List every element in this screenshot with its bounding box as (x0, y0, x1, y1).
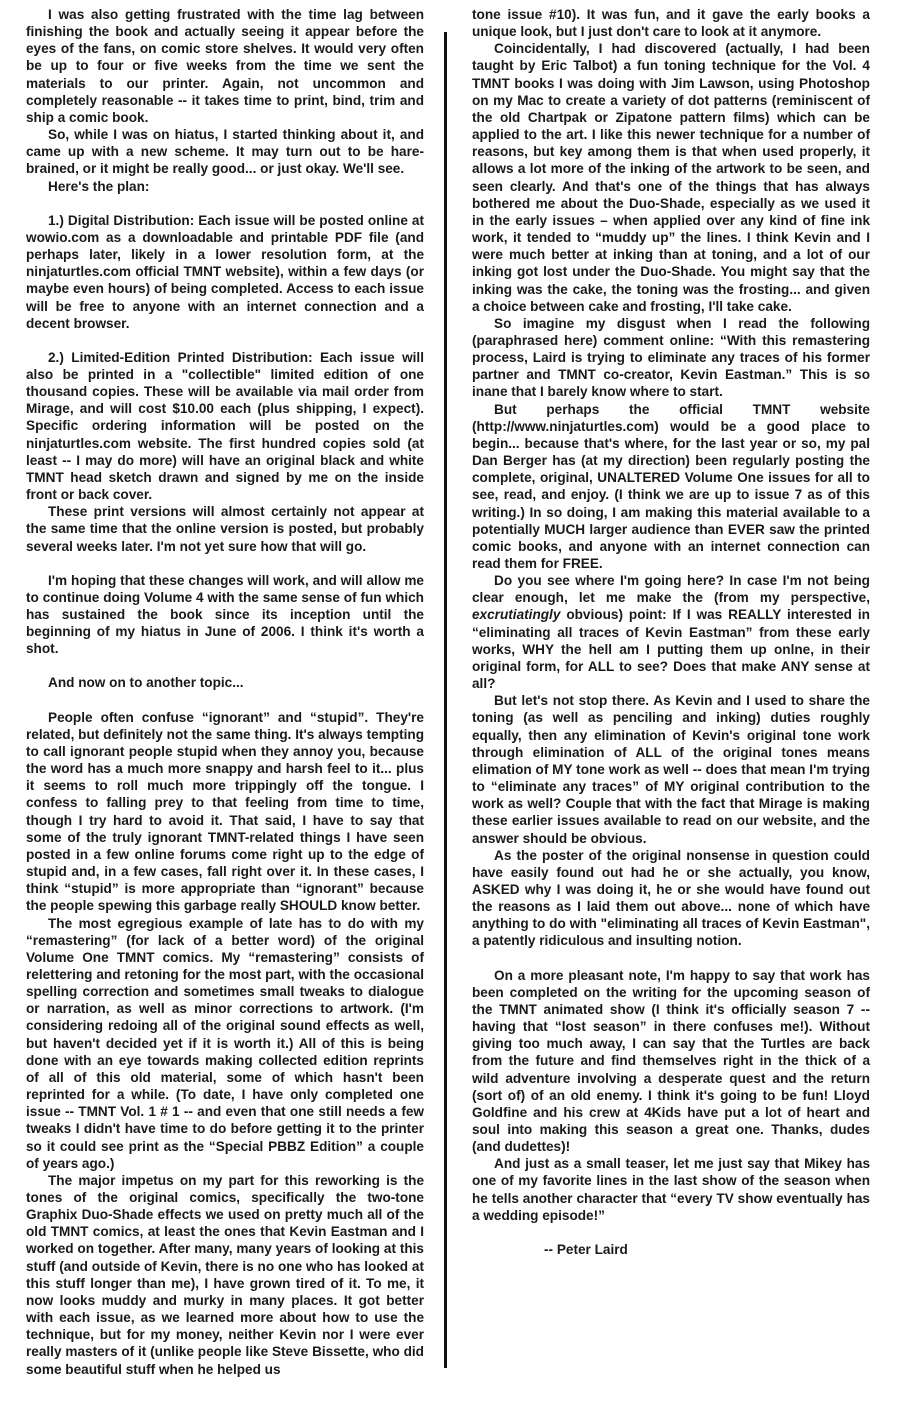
paragraph: So imagine my disgust when I read the following (paraphrased here) comment online: “With this remastering process, Laird is trying to eliminate any traces of his former partner and TMNT co-creator, Kevin Eastman.” This is so inane that I barely know where to start. (472, 315, 870, 400)
paragraph: People often confuse “ignorant” and “stupid”. They're related, but definitely not the same thing. It's always tempting to call ignorant people stupid when they annoy you, because the word has a much more snappy and harsh feel to it... plus it seems to roll much more trippingly off the tongue. I confess to falling prey to that feeling from time to time, though I try hard to avoid it. That said, I have to say that some of the truly ignorant TMNT-related things I have seen posted in a few online forums come right up to the edge of stupid and, in a few cases, fall right over it. In these cases, I think “stupid” is more appropriate than “ignorant” because the people spewing this garbage really SHOULD know better. (26, 709, 424, 914)
paragraph: But perhaps the official TMNT website (http://www.ninjaturtles.com) would be a good place to begin... because that's where, for the last year or so, my pal Dan Berger has (at my direction) been regularly posting the complete, original, UNALTERED Volume One issues for all to see, read, and enjoy. (I think we are up to issue 7 as of this writing.) In so doing, I am making this material available to a potentially MUCH larger audience than EVER saw the printed comic books, and anyone with an internet connection can read them for FREE. (472, 401, 870, 571)
paragraph: So, while I was on hiatus, I started thinking about it, and came up with a new scheme. It may turn out to be hare-brained, or it might be really good... or just okay. We'll see. (26, 127, 424, 177)
paragraph: The major impetus on my part for this reworking is the tones of the original comics, specifically the two-tone Graphix Duo-Shade effects we used on pretty much all of the old TMNT comics, at least the ones that Kevin Eastman and I worked on together. After many, many years of looking at this stuff (and outside of Kevin, there is no one who has looked at this stuff longer than me), I have grown tired of it. To me, it now looks muddy and murky in many places. It got better with each issue, as we learned more about how to use the technique, but for my money, neither Kevin nor I were ever really masters of it (unlike people like Steve Bissette, who did some beautiful stuff when he helped us (26, 1172, 424, 1377)
paragraph: I'm hoping that these changes will work, and will allow me to continue doing Volume 4 with the same sense of fun which has sustained the book since its inception until the beginning of my hiatus in June of 2006. I think it's worth a shot. (26, 572, 424, 657)
paragraph: The most egregious example of late has to do with my “remastering” (for lack of a better word) of the original Volume One TMNT comics. My “remastering” consists of relettering and retoning for the most part, with the occasional spelling correction and sometimes small tweaks to dialogue or narration, as well as minor corrections to artwork. (I'm considering redoing all of the original sound effects as well, but haven't decided yet if it is worth it.) All of this is being done with an eye towards making collected edition reprints of all of this old material, some of which hasn't been reprinted for a while. (To date, I have only completed one issue -- TMNT Vol. 1 # 1 -- and even that one still needs a few tweaks I didn't have time to do before getting it to the printer so it could see print as the “Special PBBZ Edition” a couple of years ago.) (26, 915, 424, 1171)
left-column (26, 6, 424, 1378)
paragraph: These print versions will almost certainly not appear at the same time that the online version is posted, but probably several weeks later. I'm not yet sure how that will go. (26, 504, 424, 554)
paragraph: And just as a small teaser, let me just say that Mikey has one of my favorite lines in the last show of the season when he tells another character that “every TV show eventually has a wedding episode!” (472, 1156, 870, 1223)
paragraph: I was also getting frustrated with the time lag between finishing the book and actually seeing it appear before the eyes of the fans, on comic store shelves. It would very often be up to four or five weeks from the time we sent the materials to our printer. Again, not uncommon and completely reasonable -- it takes time to print, bind, trim and ship a comic book. (26, 7, 424, 125)
column-divider (444, 32, 447, 1368)
paragraph-printed-distribution: 2.) Limited-Edition Printed Distribution: Each issue will also be printed in a "collectible" limited edition of one thousand copies. These will be available via mail order from Mirage, and will cost $10.00 each (plus shipping, I expect). Specific ordering information will be posted on the ninjaturtles.com website. The first hundred copies sold (at least -- I may do more) will have an original black and white TMNT head sketch drawn and signed by me on the inside front or back cover. (26, 349, 424, 503)
paragraph-continued: tone issue #10). It was fun, and it gave the early books a unique look, but I just don't care to look at it anymore. (472, 7, 870, 40)
signature: -- Peter Laird (544, 1241, 628, 1257)
paragraph: But let's not stop there. As Kevin and I used to share the toning (as well as penciling and inking) duties roughly equally, then any elimination of Kevin's original tone work through elimination of ALL of the original tones means elimation of MY tone work as well -- does that mean I'm trying to “eliminate any traces” of MY original contribution to the work as well? Couple that with the fact that Mirage is making these earlier issues available to read on our website, and the answer should be obvious. (472, 693, 870, 846)
paragraph: Here's the plan: (48, 178, 150, 194)
text-run: Do you see where I'm going here? In case I'm not being clear enough, let me make the (from my perspective, (472, 573, 870, 606)
text-run: obvious) point: If I was REALLY interested in “eliminating all traces of Kevin Eastman” from these early works, WHY the hell am I putting them up onlne, in their original form, for ALL to see? Does that make ANY sense at all? (472, 607, 870, 692)
paragraph: On a more pleasant note, I'm happy to say that work has been completed on the writing for the upcoming season of the TMNT animated show (I think it's officially season 7 -- having that “lost season” in there confuses me!). Without giving too much away, I can say that the Turtles are back from the future and find themselves right in the thick of a wild adventure involving a desperate quest and the return (sort of) of an old enemy. I think it's going to be fun! Lloyd Goldfine and his crew at 4Kids have put a lot of heart and soul into making this season a great one. Thanks, dudes (and dudettes)! (472, 967, 870, 1155)
paragraph-topic-transition: And now on to another topic... (48, 675, 244, 691)
emphasis-text: excrutiatingly (472, 607, 561, 623)
paragraph: Coincidentally, I had discovered (actually, I had been taught by Eric Talbot) a fun toning technique for the Vol. 4 TMNT books I was doing with Jim Lawson, using Photoshop on my Mac to create a variety of dot patterns (reminiscent of the old Chartpak or Zipatone pattern films) which can be applied to the art. I like this newer technique for a number of reasons, but key among them is that when used properly, it allows a lot more of the inking of the artwork to be seen, and seen clearly. And that's one of the things that has always bothered me about the Duo-Shade, especially as we used it in the early issues – when applied over any kind of fine ink work, it tended to “muddy up” the lines. I think Kevin and I were much better at inking than at toning, and a lot of our inking got lost under the Duo-Shade. You might say that the inking was the cake, the toning was the frosting... and given a choice between cake and frosting, I'll take cake. (472, 41, 870, 314)
right-column (472, 6, 870, 1258)
paragraph-digital-distribution: 1.) Digital Distribution: Each issue will be posted online at wowio.com as a downloadable and printable PDF file (and perhaps later, likely in a lower resolution form, at the ninjaturtles.com official TMNT website), within a few days (or maybe even hours) of being completed. Access to each issue will be free to anyone with an internet connection and a decent browser. (26, 212, 424, 331)
paragraph (472, 572, 870, 692)
paragraph: As the poster of the original nonsense in question could have easily found out had he or she actually, you know, ASKED why I was doing it, he or she would have found out the reasons as I laid them out above... none of which have anything to do with "eliminating all traces of Kevin Eastman", a patently ridiculous and insulting notion. (472, 847, 870, 949)
